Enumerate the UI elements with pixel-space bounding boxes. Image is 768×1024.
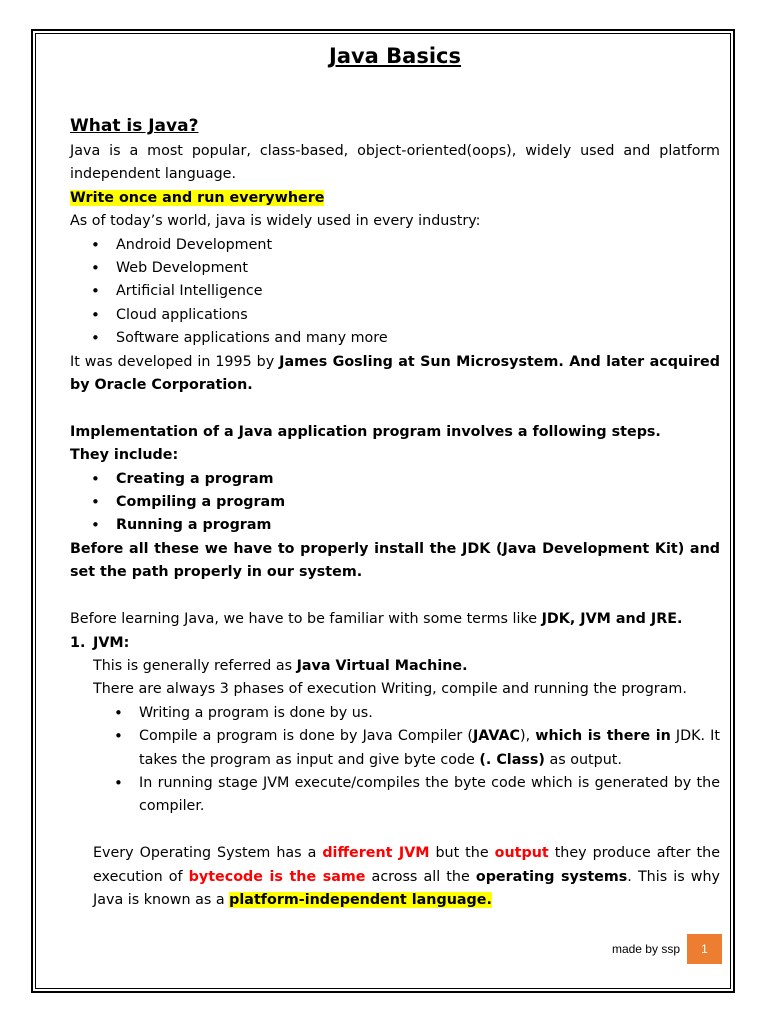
os-text: across all the (365, 868, 476, 885)
phases-list (93, 702, 720, 819)
different-jvm-red: different JVM (322, 845, 430, 862)
history-bold: James Gosling at Sun Microsystem. And later acquired by Oracle Corporation. (70, 353, 720, 394)
phases-text: There are always 3 phases of execution Writing, compile and running the program. (93, 681, 687, 698)
step-label: Running a program (116, 517, 272, 534)
list-item: • In running stage JVM execute/compiles the byte code which is generated by the compiler. (139, 772, 720, 819)
jvm-label: JVM: (93, 634, 130, 651)
jdk-note (70, 538, 720, 585)
jdk-note-text: Before all these we have to properly install the JDK (Java Development Kit) and set the path properly in our system. (70, 540, 720, 581)
phase2-text: JDK. It takes the program as input and give byte code (139, 728, 720, 768)
javac-bold: JAVAC (472, 728, 521, 745)
page-number-badge: 1 (687, 934, 722, 964)
made-by-label: made by ssp (611, 942, 680, 956)
step-label: Compiling a program (116, 494, 286, 511)
phase2-text: Compile a program is done by Java Compiler ( (139, 728, 473, 745)
operating-systems-bold: operating systems (475, 868, 628, 885)
page-footer (560, 934, 722, 964)
list-item (116, 491, 720, 514)
jvm-number: 1. (70, 634, 86, 651)
os-text: but the (429, 845, 495, 862)
steps-list (70, 468, 720, 538)
usage-intro: As of today’s world, java is widely used in every industry: (70, 213, 481, 230)
uses-list (70, 234, 720, 351)
history-prefix: It was developed in 1995 by (70, 353, 280, 370)
jvm-ref-bold: Java Virtual Machine. (296, 657, 468, 674)
implementation-intro (70, 421, 720, 444)
jvm-ref-prefix: This is generally referred as (93, 657, 297, 674)
implementation-line1: Implementation of a Java application program involves a following steps. (70, 423, 661, 440)
list-item: • Web Development (116, 257, 720, 280)
list-item (139, 725, 720, 772)
jvm-reference (93, 655, 720, 678)
which-bold: which is there in (535, 728, 671, 745)
class-bold: (. Class) (479, 751, 545, 768)
list-item: • Software applications and many more (116, 327, 720, 350)
phase2-text: ), (520, 728, 536, 745)
terms-prefix: Before learning Java, we have to be familiar with some terms like (70, 611, 542, 628)
bytecode-red: bytecode is the same (188, 868, 366, 885)
they-include-text: They include: (70, 447, 179, 464)
output-red: output (494, 845, 549, 862)
platform-independent-highlight: platform-independent language. (229, 891, 492, 908)
history-paragraph (70, 351, 720, 398)
list-item: • Writing a program is done by us. (139, 702, 720, 725)
os-text: Every Operating System has a (93, 845, 323, 862)
document-body (70, 40, 720, 912)
os-paragraph (93, 842, 720, 912)
list-item: • Artificial Intelligence (116, 280, 720, 303)
os-text: they produce after the execution of (93, 845, 720, 885)
phase2-text: as output. (544, 751, 622, 768)
tagline (70, 187, 720, 210)
list-item (116, 468, 720, 491)
tagline-highlight: Write once and run everywhere (70, 189, 325, 206)
page-title: Java Basics (329, 44, 461, 68)
terms-bold: JDK, JVM and JRE. (541, 611, 683, 628)
os-text: . This is why Java is known as a (93, 868, 720, 908)
list-item: • Android Development (116, 234, 720, 257)
jvm-heading (70, 632, 720, 655)
list-item (116, 514, 720, 537)
list-item: • Cloud applications (116, 304, 720, 327)
they-include (70, 444, 720, 467)
section-heading-what-is-java: What is Java? (70, 116, 199, 136)
step-label: Creating a program (116, 470, 274, 487)
java-intro-paragraph: Java is a most popular, class-based, object-oriented(oops), widely used and platform independent language. (70, 143, 720, 183)
terms-paragraph (70, 608, 720, 631)
jvm-section (70, 655, 720, 912)
